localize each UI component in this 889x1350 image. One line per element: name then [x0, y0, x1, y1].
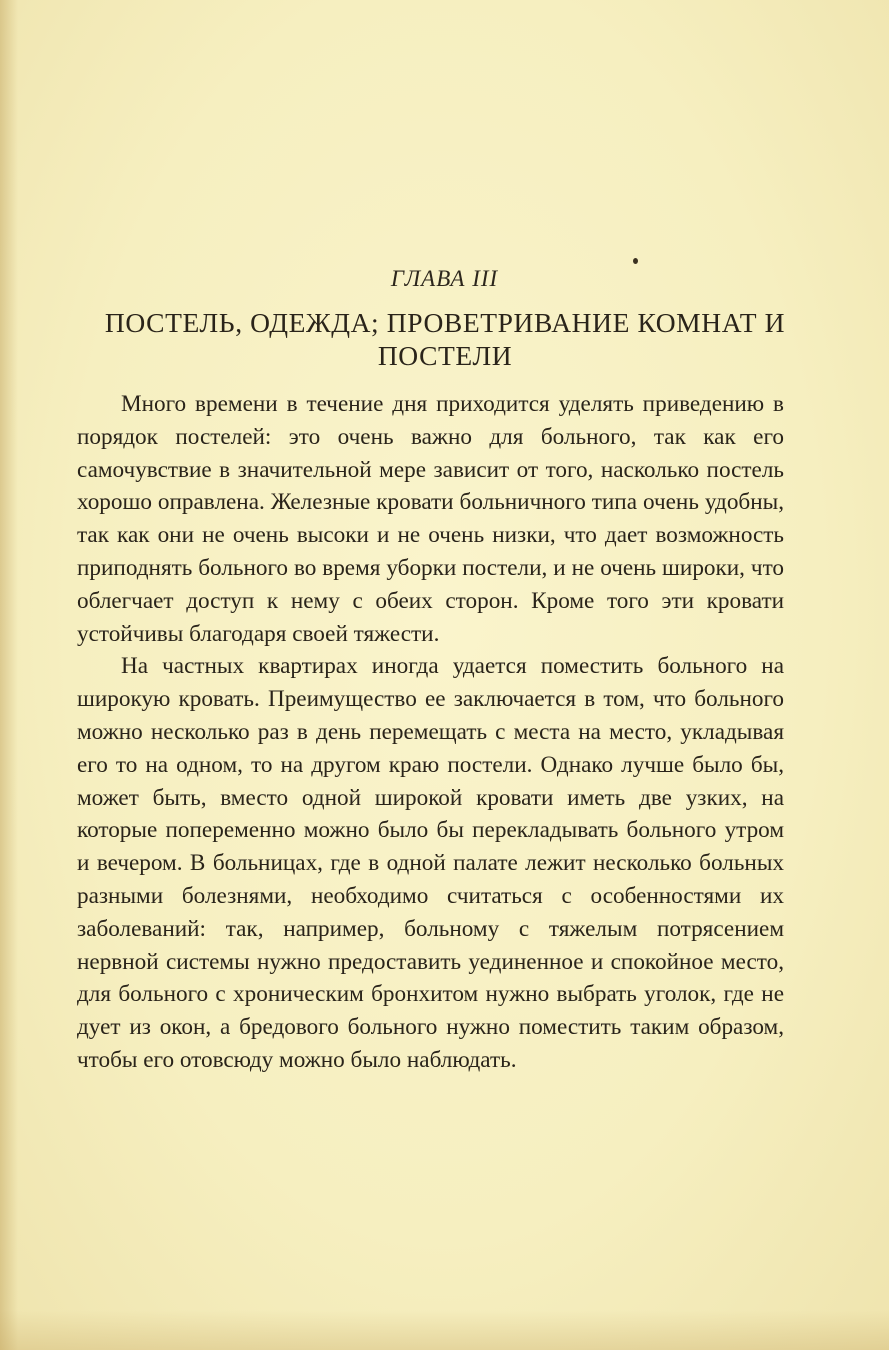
chapter-title: ПОСТЕЛЬ, ОДЕЖДА; ПРОВЕТРИВАНИЕ КОМНАТ И ПОСТЕЛИ	[104, 307, 786, 371]
chapter-label: ГЛАВА III	[390, 266, 499, 291]
body-text	[77, 388, 784, 1077]
ink-speck	[633, 258, 638, 264]
paragraph: На частных квартирах иногда удается поместить больного на широкую кровать. Преимущество ее заключается в том, что больного можно несколько раз в день перемещать с места на место, укладывая его то на одном, то на другом краю постели. Однако лучше было бы, может быть, вместо одной широкой кровати иметь две узких, на которые попеременно можно было бы перекладывать больного утром и вечером. В больницах, где в одной палате лежит несколько больных разными болезнями, необходимо считаться с особенностями их заболеваний: так, например, больному с тяжелым потрясением нервной системы нужно предоставить уединенное и спокойное место, для больного с хроническим бронхитом нужно выбрать уголок, где не дует из окон, а бредового больного нужно поместить таким образом, чтобы его отовсюду можно было наблюдать.	[77, 653, 784, 1073]
paragraph: Много времени в течение дня приходится уделять приведению в порядок постелей: это очень важно для больного, так как его самочувствие в значительной мере зависит от того, насколько постель хорошо оправлена. Железные кровати больничного типа очень удобны, так как они не очень высоки и не очень низки, что дает возможность приподнять больного во время уборки постели, и не очень широки, что облегчает доступ к нему с обеих сторон. Кроме того эти кровати устойчивы благодаря своей тяжести.	[77, 391, 784, 647]
